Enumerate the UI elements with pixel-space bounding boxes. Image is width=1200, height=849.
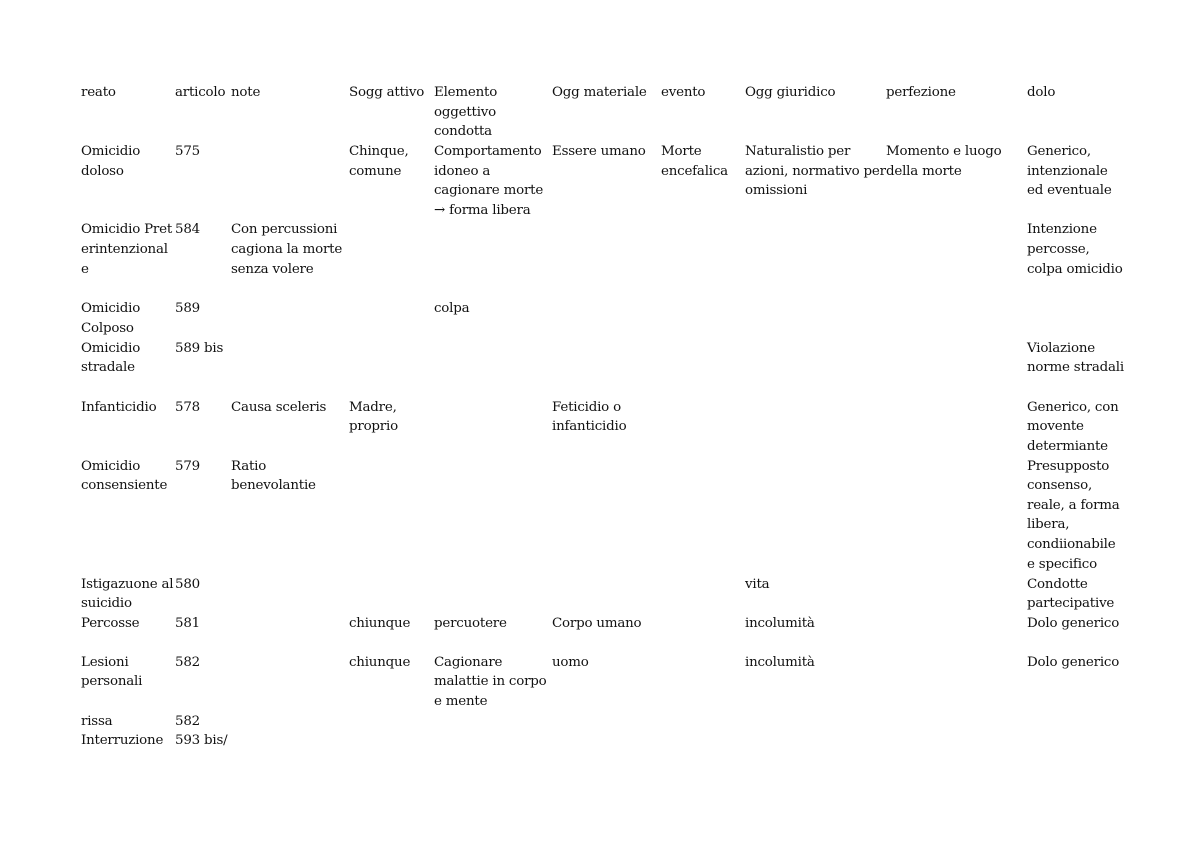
- cell-sogg-attivo: [349, 457, 434, 575]
- cell-elemento-oggettivo: [434, 457, 552, 575]
- cell-dolo: Generico, intenzionale ed eventuale: [1027, 144, 1112, 199]
- table-row: [81, 653, 1125, 712]
- cell-dolo: [1027, 299, 1125, 338]
- cell-sogg-attivo: [349, 339, 434, 398]
- cell-evento: [661, 712, 745, 732]
- cell-ogg-materiale: [552, 731, 661, 751]
- cell-ogg-materiale: uomo: [552, 654, 589, 670]
- cell-articolo: 580: [175, 576, 200, 592]
- cell-perfezione: [886, 339, 1027, 398]
- cell-ogg-materiale: [552, 575, 661, 614]
- cell-reato: Omicidio stradale: [81, 340, 141, 376]
- cell-ogg-materiale: [552, 299, 661, 338]
- table-row: [81, 339, 1125, 398]
- cell-sogg-attivo: [349, 575, 434, 614]
- table-row: [81, 712, 1125, 732]
- cell-ogg-giuridico: vita: [745, 576, 770, 592]
- cell-ogg-giuridico: incolumità: [745, 654, 815, 670]
- cell-elemento-oggettivo: [434, 575, 552, 614]
- cell-evento: [661, 614, 745, 653]
- cell-articolo: 582: [175, 654, 200, 670]
- cell-reato: Percosse: [81, 615, 140, 631]
- cell-evento: Morte encefalica: [661, 144, 728, 179]
- cell-perfezione: [886, 712, 1027, 732]
- table-header-row: [81, 83, 1125, 142]
- cell-articolo: 593 bis/: [175, 733, 228, 749]
- cell-ogg-materiale: [552, 220, 661, 299]
- cell-note: [231, 712, 349, 732]
- cell-note: [231, 614, 349, 653]
- table-row: [81, 142, 1125, 220]
- cell-ogg-materiale: Corpo umano: [552, 615, 642, 631]
- cell-sogg-attivo: Chinque, comune: [349, 144, 409, 179]
- cell-perfezione: [886, 220, 1027, 299]
- cell-ogg-materiale: Essere umano: [552, 144, 646, 159]
- cell-articolo: 582: [175, 713, 200, 729]
- cell-ogg-materiale: Feticidio o infanticidio: [552, 399, 627, 435]
- cell-sogg-attivo: Madre, proprio: [349, 399, 398, 435]
- cell-note: [231, 299, 349, 338]
- cell-reato: Omicidio consensiente: [81, 458, 168, 494]
- cell-perfezione: [886, 653, 1027, 712]
- cell-reato: Lesioni personali: [81, 654, 143, 690]
- cell-evento: [661, 731, 745, 751]
- cell-elemento-oggettivo: [434, 712, 552, 732]
- cell-evento: [661, 220, 745, 299]
- cell-dolo: Dolo generico: [1027, 654, 1120, 670]
- cell-sogg-attivo: chiunque: [349, 615, 411, 631]
- header-sogg-attivo: Sogg attivo: [349, 85, 425, 100]
- cell-sogg-attivo: [349, 731, 434, 751]
- cell-dolo: Dolo generico: [1027, 615, 1120, 631]
- cell-note: [231, 575, 349, 614]
- table-row: [81, 299, 1125, 338]
- cell-evento: [661, 339, 745, 398]
- cell-sogg-attivo: [349, 220, 434, 299]
- cell-elemento-oggettivo: [434, 339, 552, 398]
- cell-perfezione: [886, 398, 1027, 457]
- cell-dolo: Generico, con movente determiante: [1027, 399, 1119, 454]
- cell-articolo: 579: [175, 458, 200, 474]
- cell-ogg-giuridico: [745, 220, 886, 299]
- cell-note: [231, 339, 349, 398]
- header-evento: evento: [661, 85, 706, 100]
- cell-reato: Istigazuone al suicidio: [81, 576, 174, 612]
- cell-articolo: 589 bis: [175, 340, 224, 356]
- header-note: note: [231, 85, 261, 100]
- cell-sogg-attivo: [349, 712, 434, 732]
- cell-reato: Omicidio Preterintenzionale: [81, 222, 173, 277]
- cell-elemento-oggettivo: [434, 731, 552, 751]
- cell-sogg-attivo: [349, 299, 434, 338]
- cell-reato: Interruzione: [81, 733, 164, 749]
- cell-ogg-giuridico: [745, 712, 886, 732]
- cell-evento: [661, 398, 745, 457]
- header-reato: reato: [81, 85, 116, 100]
- cell-ogg-giuridico: [745, 299, 886, 338]
- header-ogg-giuridico: Ogg giuridico: [745, 85, 836, 100]
- cell-note: Con percussioni cagiona la morte senza volere: [231, 222, 343, 277]
- cell-articolo: 584: [175, 222, 200, 238]
- cell-sogg-attivo: chiunque: [349, 654, 411, 670]
- table-row: [81, 614, 1125, 653]
- cell-dolo: Intenzione percosse, colpa omicidio: [1027, 222, 1123, 277]
- cell-ogg-giuridico: [745, 457, 886, 575]
- table-row: [81, 398, 1125, 457]
- header-dolo: dolo: [1027, 85, 1056, 100]
- cell-evento: [661, 299, 745, 338]
- cell-reato: Omicidio doloso: [81, 144, 141, 179]
- cell-note: [231, 142, 349, 220]
- crimes-table: [81, 83, 1125, 751]
- table-row: [81, 731, 1125, 751]
- header-perfezione: perfezione: [886, 85, 956, 100]
- cell-perfezione: [886, 614, 1027, 653]
- cell-dolo: Violazione norme stradali: [1027, 340, 1124, 376]
- table-row: [81, 220, 1125, 299]
- cell-dolo: [1027, 731, 1125, 751]
- cell-ogg-materiale: [552, 712, 661, 732]
- cell-evento: [661, 457, 745, 575]
- cell-articolo: 581: [175, 615, 200, 631]
- cell-reato: Infanticidio: [81, 399, 157, 415]
- cell-elemento-oggettivo: [434, 220, 552, 299]
- table-row: [81, 457, 1125, 575]
- cell-articolo: 589: [175, 301, 200, 317]
- cell-elemento-oggettivo: percuotere: [434, 615, 507, 631]
- cell-evento: [661, 653, 745, 712]
- header-ogg-materiale: Ogg materiale: [552, 85, 647, 100]
- cell-perfezione: [886, 731, 1027, 751]
- cell-ogg-giuridico: incolumità: [745, 615, 815, 631]
- cell-elemento-oggettivo: [434, 398, 552, 457]
- cell-evento: [661, 575, 745, 614]
- cell-ogg-giuridico: [745, 398, 886, 457]
- cell-ogg-materiale: [552, 339, 661, 398]
- cell-elemento-oggettivo: Comportamento idoneo a cagionare morte → forma libera: [434, 144, 544, 218]
- cell-note: [231, 731, 349, 751]
- cell-note: Causa sceleris: [231, 399, 327, 415]
- cell-perfezione: [886, 457, 1027, 575]
- cell-elemento-oggettivo: Cagionare malattie in corpo e mente: [434, 654, 547, 709]
- header-articolo: articolo: [175, 85, 226, 100]
- cell-note: Ratio benevolantie: [231, 458, 316, 494]
- cell-perfezione: [886, 575, 1027, 614]
- cell-dolo: [1027, 712, 1125, 732]
- cell-dolo: Condotte partecipative: [1027, 576, 1115, 612]
- cell-ogg-giuridico: [745, 339, 886, 398]
- header-elemento-oggettivo: Elemento oggettivo condotta: [434, 85, 498, 140]
- cell-perfezione: [886, 299, 1027, 338]
- cell-elemento-oggettivo: colpa: [434, 301, 470, 317]
- cell-ogg-materiale: [552, 457, 661, 575]
- cell-reato: rissa: [81, 713, 113, 729]
- cell-articolo: 578: [175, 399, 200, 415]
- cell-note: [231, 653, 349, 712]
- cell-articolo: 575: [175, 144, 200, 159]
- cell-reato: Omicidio Colposo: [81, 301, 141, 336]
- table-row: [81, 575, 1125, 614]
- cell-ogg-giuridico: [745, 731, 886, 751]
- cell-ogg-giuridico: Naturalistio per azioni, normativo per omissioni: [745, 144, 886, 199]
- cell-dolo: Presupposto consenso, reale, a forma libera, condiionabile e specifico: [1027, 458, 1120, 572]
- cell-perfezione: Momento e luogo della morte: [886, 144, 1002, 179]
